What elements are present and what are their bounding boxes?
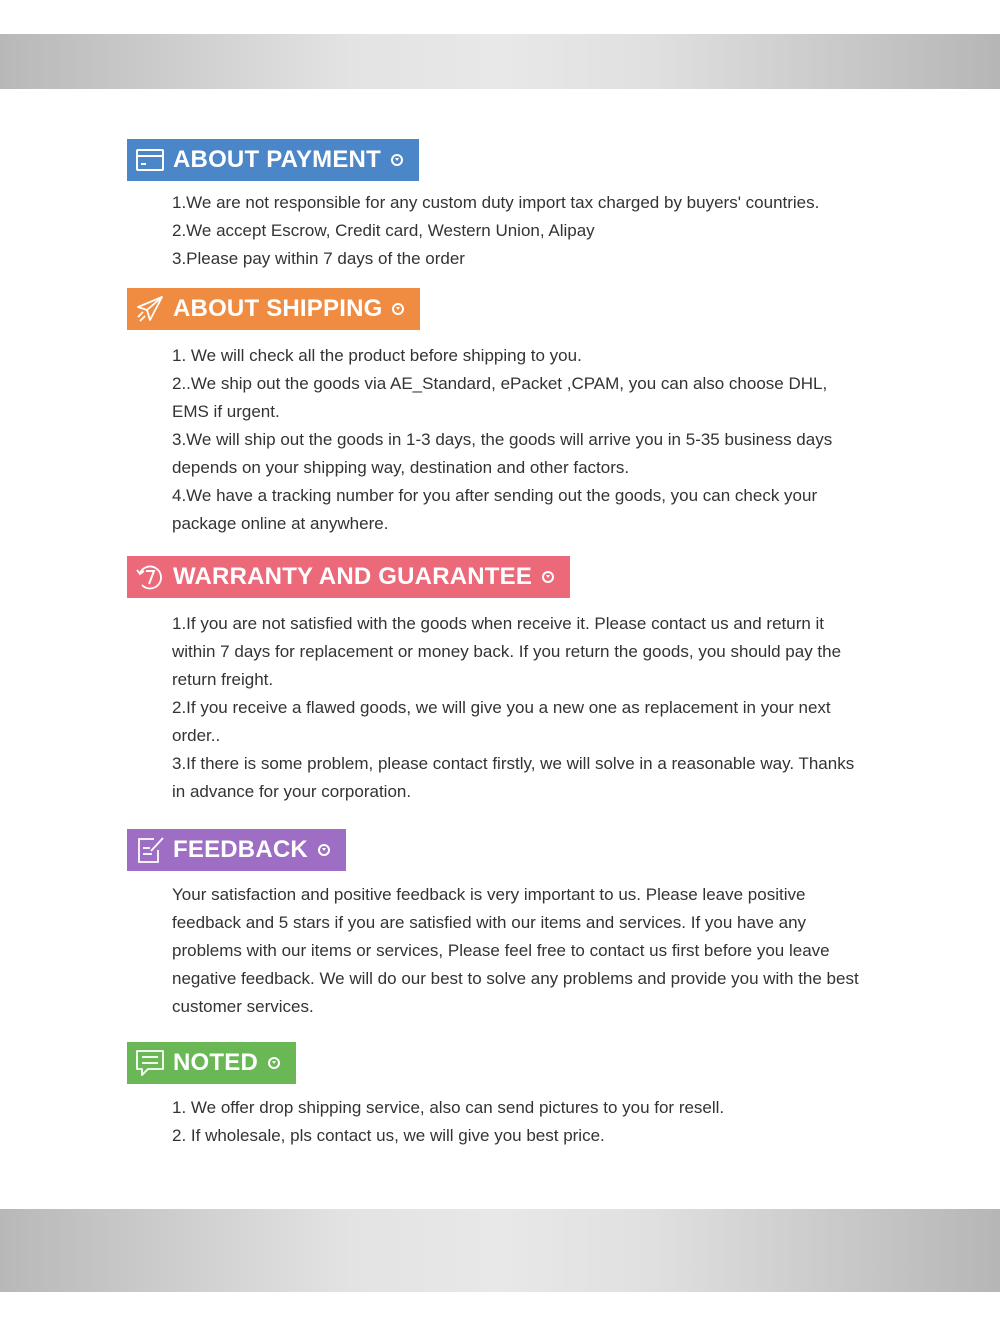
chevron-down-icon <box>318 844 330 856</box>
warranty-body <box>172 610 867 806</box>
payment-line: 2.We accept Escrow, Credit card, Western Union, Alipay <box>172 221 595 240</box>
shipping-line: 4.We have a tracking number for you after sending out the goods, you can check your package online at anywhere. <box>172 486 818 533</box>
noted-section <box>127 1042 867 1150</box>
shipping-body <box>172 342 867 538</box>
shipping-line: 3.We will ship out the goods in 1-3 days, the goods will arrive you in 5-35 business days depends on your shipping way, destination and other factors. <box>172 430 833 477</box>
chat-bubble-icon <box>133 1046 167 1080</box>
feedback-body <box>172 881 867 1021</box>
warranty-line: 3.If there is some problem, please contact firstly, we will solve in a reasonable way. Thanks in advance for your corporation. <box>172 754 855 801</box>
bottom-decorative-band <box>0 1209 1000 1292</box>
shipping-section <box>127 288 867 538</box>
noted-body <box>172 1094 867 1150</box>
chevron-down-icon <box>268 1057 280 1069</box>
credit-card-icon <box>133 143 167 177</box>
top-decorative-band <box>0 34 1000 89</box>
feedback-section <box>127 829 867 1021</box>
warranty-title: WARRANTY AND GUARANTEE <box>173 563 533 590</box>
warranty-section <box>127 556 867 806</box>
chevron-down-icon <box>392 303 404 315</box>
feedback-paragraph: Your satisfaction and positive feedback is very important to us. Please leave positive feedback and 5 stars if you are satisfied with our items and services. If you have any problems with our items or services, Please feel free to contact us first before you leave negative feedback. We will do our best to solve any problems and provide you with the best customer services. <box>172 885 859 1016</box>
payment-section <box>127 139 867 273</box>
shipping-line: 1. We will check all the product before shipping to you. <box>172 346 582 365</box>
chevron-down-icon <box>391 154 403 166</box>
seven-day-return-icon <box>133 560 167 594</box>
shipping-title: ABOUT SHIPPING <box>173 295 383 322</box>
chevron-down-icon <box>542 571 554 583</box>
noted-title: NOTED <box>173 1049 258 1076</box>
warranty-line: 1.If you are not satisfied with the goods when receive it. Please contact us and return it within 7 days for replacement or money back. If you return the goods, you should pay the return freight. <box>172 614 842 689</box>
payment-line: 3.Please pay within 7 days of the order <box>172 249 465 268</box>
feedback-title: FEEDBACK <box>173 836 308 863</box>
shipping-line: 2..We ship out the goods via AE_Standard, ePacket ,CPAM, you can also choose DHL, EMS if urgent. <box>172 374 828 421</box>
payment-line: 1.We are not responsible for any custom duty import tax charged by buyers' countries. <box>172 193 820 212</box>
payment-body <box>172 189 867 273</box>
warranty-line: 2.If you receive a flawed goods, we will give you a new one as replacement in your next order.. <box>172 698 831 745</box>
edit-note-icon <box>133 833 167 867</box>
noted-line: 2. If wholesale, pls contact us, we will give you best price. <box>172 1126 605 1145</box>
shipping-heading <box>127 288 420 330</box>
warranty-heading <box>127 556 570 598</box>
airplane-icon <box>133 292 167 326</box>
payment-title: ABOUT PAYMENT <box>173 146 381 173</box>
noted-heading <box>127 1042 296 1084</box>
feedback-heading <box>127 829 346 871</box>
payment-heading <box>127 139 419 181</box>
noted-line: 1. We offer drop shipping service, also can send pictures to you for resell. <box>172 1098 725 1117</box>
